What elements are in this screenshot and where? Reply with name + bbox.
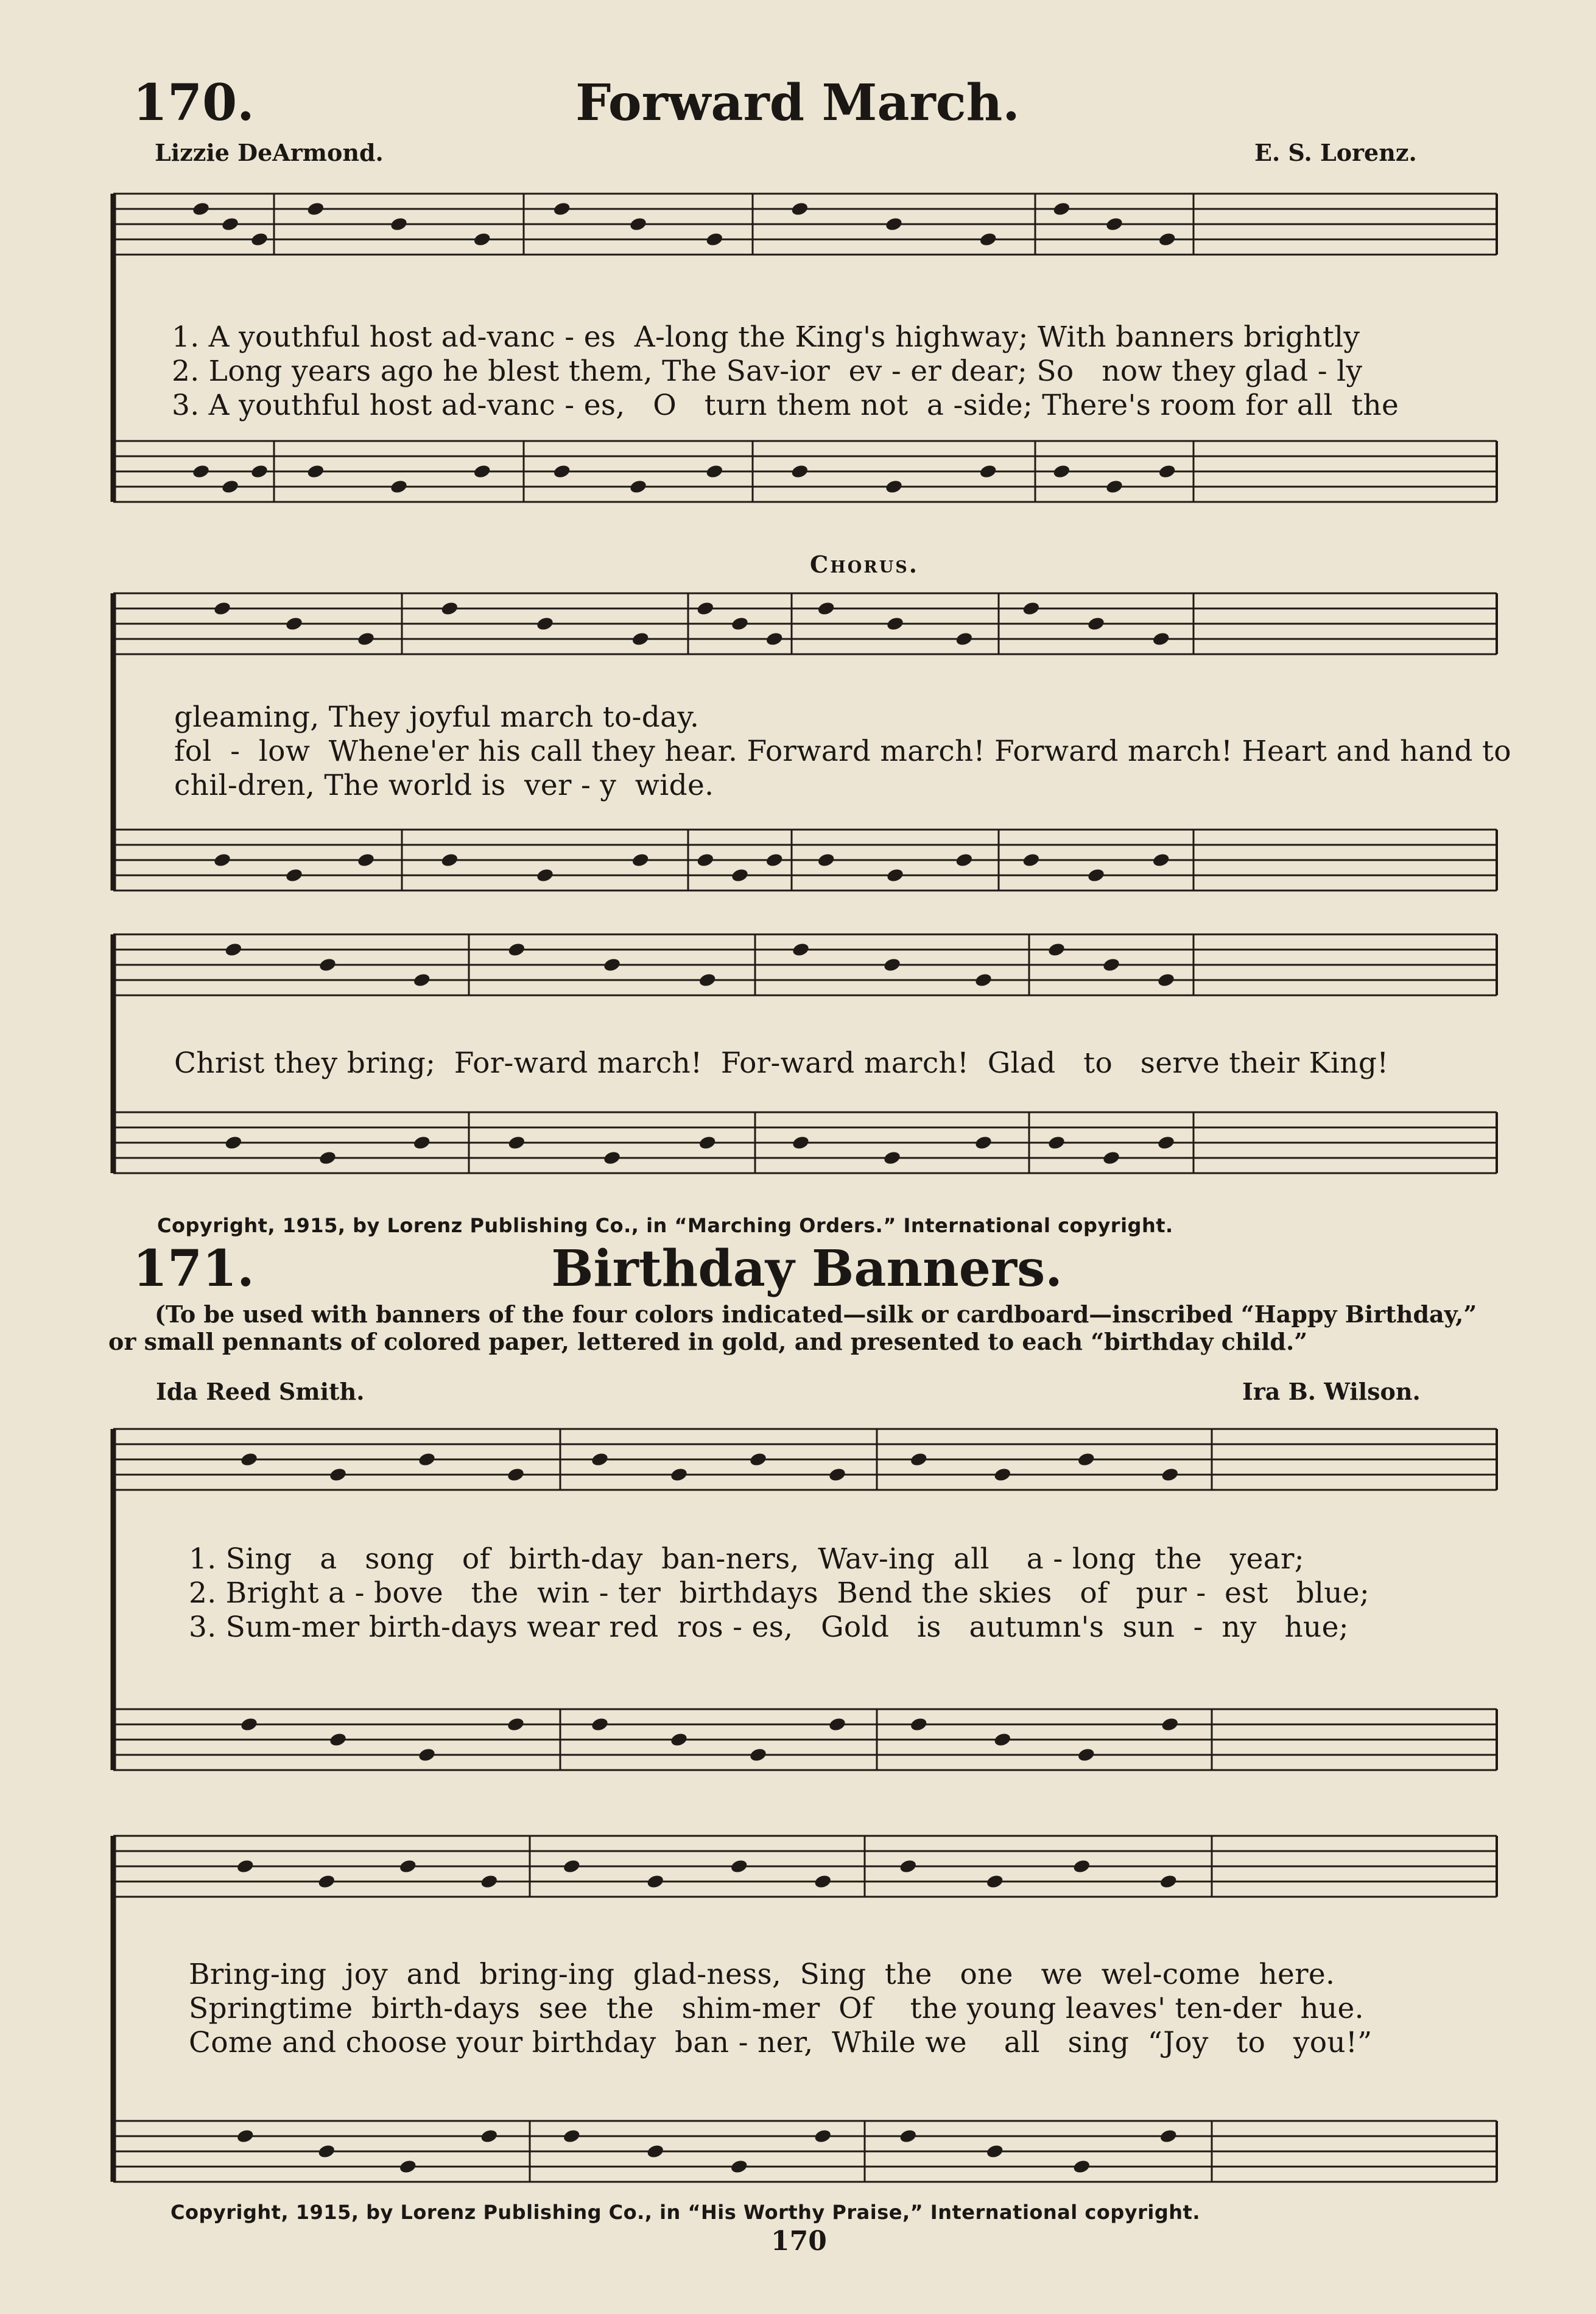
note-head bbox=[698, 972, 717, 988]
verse-1: Christ they bring; For-ward march! For-ward march! Glad to serve their King! bbox=[174, 1046, 1389, 1080]
note-head bbox=[1072, 2159, 1091, 2175]
lyrics-line-2 bbox=[174, 700, 1511, 805]
note-head bbox=[729, 2159, 748, 2175]
note-head bbox=[329, 1467, 348, 1483]
note-head bbox=[629, 216, 648, 232]
verse-3: 3. A youthful host ad-vanc - es, O turn them not a -side; There's room for all the bbox=[172, 389, 1399, 422]
note-head bbox=[979, 464, 997, 479]
note-head bbox=[473, 464, 491, 479]
note-head bbox=[603, 1150, 622, 1166]
note-head bbox=[885, 216, 904, 232]
note-head bbox=[696, 601, 715, 616]
note-head bbox=[1157, 972, 1176, 988]
verse-2: 2. Long years ago he blest them, The Sav-ior ev - er dear; So now they glad - ly bbox=[172, 355, 1363, 388]
note-head bbox=[731, 616, 750, 632]
note-head bbox=[792, 942, 810, 958]
note-head bbox=[1077, 1747, 1095, 1763]
note-head bbox=[317, 2143, 336, 2159]
verse-3: 3. Sum-mer birth-days wear red ros - es, Gold is autumn's sun - ny hue; bbox=[189, 1610, 1349, 1644]
note-head bbox=[318, 1150, 337, 1166]
lyrics-line-3 bbox=[174, 1046, 1389, 1083]
note-head bbox=[979, 231, 997, 247]
note-head bbox=[536, 616, 555, 632]
note-head bbox=[670, 1732, 689, 1748]
note-head bbox=[817, 601, 835, 616]
note-head bbox=[1161, 1716, 1179, 1732]
note-head bbox=[1105, 216, 1124, 232]
note-head bbox=[224, 1135, 243, 1151]
note-head bbox=[993, 1732, 1012, 1748]
verse-3: chil-dren, The world is ver - y wide. bbox=[174, 769, 714, 802]
hymn-title: Birthday Banners. bbox=[551, 1240, 1063, 1298]
note-head bbox=[1102, 957, 1121, 973]
note-head bbox=[974, 972, 993, 988]
verse-2: fol - low Whene'er his call they hear. Forward march! Forward march! Heart and hand to bbox=[174, 735, 1511, 768]
verse-1: Bring-ing joy and bring-ing glad-ness, Sing the one we wel-come here. bbox=[189, 1958, 1335, 1991]
note-head bbox=[631, 852, 650, 868]
note-head bbox=[591, 1716, 610, 1732]
note-head bbox=[886, 616, 905, 632]
lyricist-credit: Lizzie DeArmond. bbox=[155, 139, 384, 166]
note-head bbox=[507, 1135, 526, 1151]
note-head bbox=[192, 464, 211, 479]
note-head bbox=[240, 1452, 259, 1467]
note-head bbox=[398, 1858, 417, 1874]
note-head bbox=[552, 464, 571, 479]
note-head bbox=[631, 631, 650, 647]
note-head bbox=[552, 201, 571, 217]
verse-2: Springtime birth-days see the shim-mer Of the young leaves' ten-der hue. bbox=[189, 1992, 1364, 2025]
note-head bbox=[357, 852, 376, 868]
note-head bbox=[1158, 464, 1176, 479]
note-head bbox=[224, 942, 243, 958]
note-head bbox=[480, 1874, 499, 1889]
note-head bbox=[250, 231, 269, 247]
note-head bbox=[646, 1874, 665, 1889]
note-head bbox=[562, 2128, 581, 2144]
note-head bbox=[562, 1858, 581, 1874]
note-head bbox=[1022, 852, 1041, 868]
note-head bbox=[317, 1874, 336, 1889]
note-head bbox=[418, 1452, 437, 1467]
note-head bbox=[1087, 867, 1106, 883]
note-head bbox=[306, 464, 325, 479]
note-head bbox=[1077, 1452, 1095, 1467]
note-head bbox=[398, 2159, 417, 2175]
note-head bbox=[985, 1874, 1004, 1889]
note-head bbox=[221, 479, 240, 495]
note-head bbox=[440, 601, 459, 616]
verse-3: Come and choose your birthday ban - ner, While we all sing “Joy to you!” bbox=[189, 2026, 1373, 2059]
note-head bbox=[603, 957, 622, 973]
note-head bbox=[765, 852, 784, 868]
note-head bbox=[646, 2143, 665, 2159]
composer-credit: Ira B. Wilson. bbox=[1242, 1378, 1421, 1405]
note-head bbox=[886, 867, 905, 883]
copyright-notice: Copyright, 1915, by Lorenz Publishing Co., in “His Worthy Praise,” International copyright. bbox=[170, 2201, 1200, 2224]
copyright-notice: Copyright, 1915, by Lorenz Publishing Co., in “Marching Orders.” International copyright. bbox=[157, 1214, 1173, 1237]
lyrics-line-2 bbox=[189, 1960, 1372, 2062]
note-head bbox=[213, 852, 232, 868]
note-head bbox=[412, 972, 431, 988]
note-head bbox=[974, 1135, 993, 1151]
note-head bbox=[1052, 464, 1071, 479]
note-head bbox=[236, 2128, 255, 2144]
note-head bbox=[1159, 1874, 1178, 1889]
note-head bbox=[221, 216, 240, 232]
note-head bbox=[883, 957, 902, 973]
note-head bbox=[1157, 1135, 1176, 1151]
note-head bbox=[792, 1135, 810, 1151]
note-head bbox=[749, 1747, 768, 1763]
note-head bbox=[480, 2128, 499, 2144]
verse-2: 2. Bright a - bove the win - ter birthdays Bend the skies of pur - est blue; bbox=[189, 1576, 1370, 1610]
note-head bbox=[814, 2128, 832, 2144]
note-head bbox=[817, 852, 835, 868]
note-head bbox=[1087, 616, 1106, 632]
note-head bbox=[909, 1452, 928, 1467]
lyrics-line-1 bbox=[189, 1542, 1370, 1647]
note-head bbox=[250, 464, 269, 479]
note-head bbox=[705, 231, 724, 247]
note-head bbox=[390, 479, 409, 495]
note-head bbox=[790, 201, 809, 217]
note-head bbox=[629, 479, 648, 495]
note-head bbox=[213, 601, 232, 616]
note-head bbox=[909, 1716, 928, 1732]
note-head bbox=[318, 957, 337, 973]
note-head bbox=[698, 1135, 717, 1151]
note-head bbox=[985, 2143, 1004, 2159]
note-head bbox=[883, 1150, 902, 1166]
note-head bbox=[473, 231, 491, 247]
note-head bbox=[993, 1467, 1012, 1483]
note-head bbox=[285, 616, 304, 632]
page-number: 170 bbox=[771, 2226, 827, 2257]
note-head bbox=[1072, 1858, 1091, 1874]
note-head bbox=[591, 1452, 610, 1467]
note-head bbox=[670, 1467, 689, 1483]
note-head bbox=[507, 1716, 526, 1732]
note-head bbox=[1158, 231, 1176, 247]
note-head bbox=[418, 1747, 437, 1763]
note-head bbox=[240, 1716, 259, 1732]
note-head bbox=[1151, 852, 1170, 868]
note-head bbox=[236, 1858, 255, 1874]
note-head bbox=[1161, 1467, 1179, 1483]
note-head bbox=[696, 852, 715, 868]
note-head bbox=[955, 852, 974, 868]
note-head bbox=[1102, 1150, 1121, 1166]
note-head bbox=[790, 464, 809, 479]
note-head bbox=[885, 479, 904, 495]
usage-note: (To be used with banners of the four colors indicated—silk or cardboard—inscribed “Happy Birthday,” or small pennants of colored paper, lettered in gold, and presented to each “birthday child.” bbox=[108, 1300, 1477, 1355]
lyricist-credit: Ida Reed Smith. bbox=[156, 1378, 365, 1405]
note-head bbox=[507, 942, 526, 958]
note-head bbox=[1151, 631, 1170, 647]
verse-1: gleaming, They joyful march to-day. bbox=[174, 700, 700, 734]
note-head bbox=[1052, 201, 1071, 217]
note-head bbox=[729, 1858, 748, 1874]
note-head bbox=[440, 852, 459, 868]
lyrics-line-1 bbox=[172, 320, 1399, 425]
chorus-label: Chorus. bbox=[810, 551, 919, 578]
note-head bbox=[955, 631, 974, 647]
verse-1: 1. A youthful host ad-vanc - es A-long the King's highway; With banners brightly bbox=[172, 320, 1360, 354]
note-head bbox=[828, 1467, 847, 1483]
note-head bbox=[1159, 2128, 1178, 2144]
hymn-number: 171. bbox=[133, 1240, 255, 1298]
note-head bbox=[192, 201, 211, 217]
note-head bbox=[536, 867, 555, 883]
note-head bbox=[1047, 942, 1066, 958]
note-head bbox=[306, 201, 325, 217]
hymn-title: Forward March. bbox=[575, 74, 1020, 132]
note-head bbox=[828, 1716, 847, 1732]
verse-1: 1. Sing a song of birth-day ban-ners, Wav-ing all a - long the year; bbox=[189, 1542, 1304, 1576]
note-head bbox=[329, 1732, 348, 1748]
composer-credit: E. S. Lorenz. bbox=[1254, 139, 1417, 166]
note-head bbox=[412, 1135, 431, 1151]
hymn-number: 170. bbox=[133, 74, 255, 132]
note-head bbox=[814, 1874, 832, 1889]
note-head bbox=[899, 2128, 918, 2144]
note-head bbox=[285, 867, 304, 883]
note-head bbox=[390, 216, 409, 232]
note-head bbox=[1047, 1135, 1066, 1151]
note-head bbox=[705, 464, 724, 479]
note-head bbox=[749, 1452, 768, 1467]
note-head bbox=[1105, 479, 1124, 495]
note-head bbox=[1022, 601, 1041, 616]
note-head bbox=[357, 631, 376, 647]
note-head bbox=[765, 631, 784, 647]
note-head bbox=[899, 1858, 918, 1874]
note-head bbox=[507, 1467, 526, 1483]
note-head bbox=[731, 867, 750, 883]
